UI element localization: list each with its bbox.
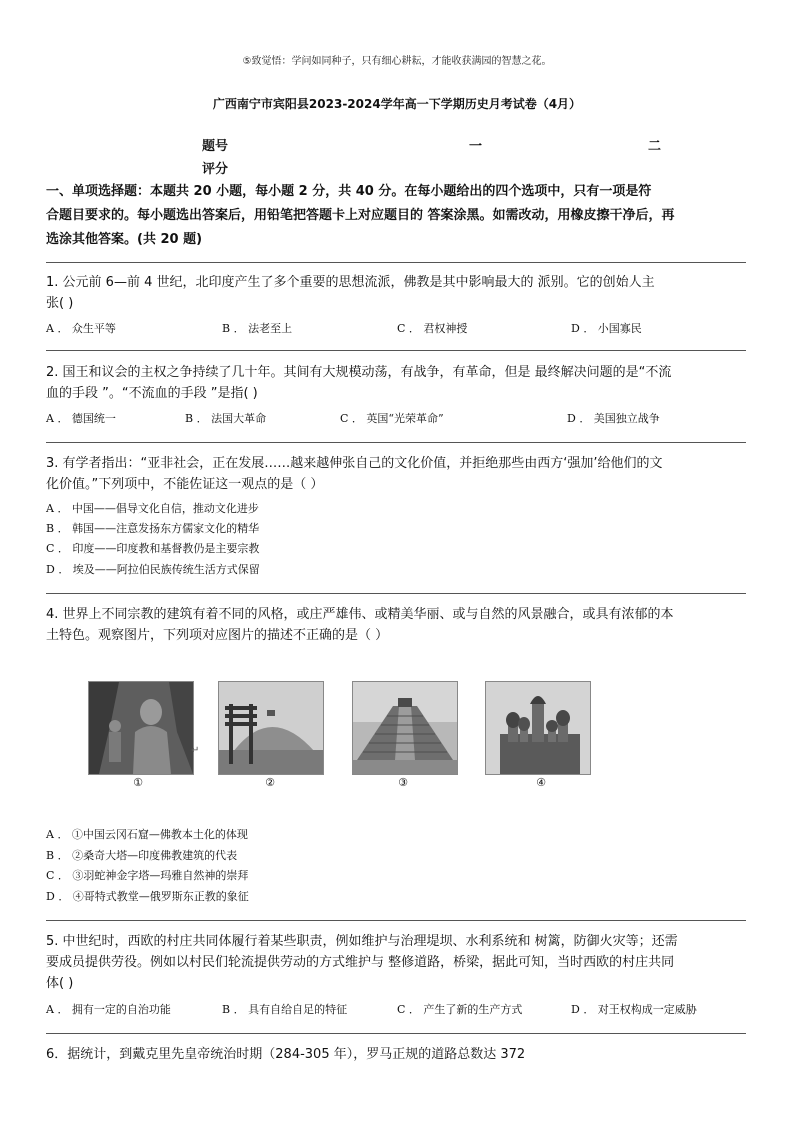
- question-text-line: 4. 世界上不同宗教的建筑有着不同的风格，或庄严雄伟、或精美华丽、或与自然的风景融合，或具有浓郁的本: [46, 607, 674, 622]
- score-table-score-label: 评分: [202, 162, 229, 177]
- section-line: 一、单项选择题：本题共 20 小题，每小题 2 分，共 40 分。在每小题给出的四个选项中，只有一项是符: [46, 184, 652, 199]
- option-d[interactable]: D ． 对王权构成一定威胁: [571, 1003, 697, 1016]
- divider: [46, 262, 746, 263]
- question-text-line: 2. 国王和议会的主权之争持续了几十年。其间有大规模动荡，有战争，有革命，但是 最终解决问题的是“不流: [46, 365, 672, 380]
- option-c[interactable]: C ． 英国“光荣革命”: [340, 412, 444, 425]
- option-a[interactable]: A ． 众生平等: [46, 322, 116, 335]
- section-line: 选涂其他答案。(共 20 题): [46, 232, 203, 247]
- question-text-line: 3. 有学者指出：“亚非社会，正在发展……越来越伸张自己的文化价值，并拒绝那些由西方‘强加’给他们的文: [46, 456, 663, 471]
- question-6: [46, 1044, 748, 1065]
- divider: [46, 442, 746, 443]
- divider: [46, 920, 746, 921]
- score-table-col-1: 一: [469, 139, 483, 154]
- onion-dome-church-image: [485, 681, 591, 775]
- section-instructions: [46, 180, 756, 252]
- question-1: [46, 272, 748, 314]
- image-caption-3: ③: [398, 776, 408, 789]
- option-c[interactable]: C ． 君权神授: [397, 322, 468, 335]
- option-b[interactable]: B ． 法国大革命: [185, 412, 267, 425]
- question-text-line: 1. 公元前 6—前 4 世纪，北印度产生了多个重要的思想流派，佛教是其中影响最大的 派别。它的创始人主: [46, 275, 655, 290]
- divider: [46, 593, 746, 594]
- option-d[interactable]: D ． 小国寡民: [571, 322, 642, 335]
- return-mark: ↵: [191, 745, 200, 756]
- option-b[interactable]: B ． 具有自给自足的特征: [222, 1003, 348, 1016]
- question-text-line: 体( ): [46, 976, 74, 991]
- question-text-line: 张( ): [46, 296, 74, 311]
- option-c[interactable]: C ． 印度——印度教和基督教仍是主要宗教: [46, 542, 260, 555]
- question-text-line: 6．据统计，到戴克里先皇帝统治时期（284-305 年），罗马正规的道路总数达 372: [46, 1047, 526, 1062]
- question-3: [46, 453, 748, 495]
- question-4: [46, 604, 748, 646]
- score-table-col-2: 二: [648, 139, 662, 154]
- option-b[interactable]: B ． 法老至上: [222, 322, 293, 335]
- image-caption-1: ①: [133, 776, 143, 789]
- option-d[interactable]: D ． 埃及——阿拉伯民族传统生活方式保留: [46, 563, 260, 576]
- option-d[interactable]: D ． 美国独立战争: [567, 412, 660, 425]
- question-text-line: 化价值。”下列项中，不能佐证这一观点的是（ ）: [46, 477, 324, 492]
- motto-line: ⑤致觉悟：学问如同种子，只有细心耕耘，才能收获满园的智慧之花。: [242, 56, 552, 67]
- divider: [46, 350, 746, 351]
- option-a[interactable]: A ． ①中国云冈石窟—佛教本土化的体现: [46, 828, 248, 841]
- question-text-line: 要成员提供劳役。例如以村民们轮流提供劳动的方式维护与 整修道路，桥梁，据此可知，当时西欧的村庄共同: [46, 955, 675, 970]
- question-text-line: 5. 中世纪时，西欧的村庄共同体履行着某些职责，例如维护与治理堤坝、水利系统和 树篱，防御火灾等；还需: [46, 934, 678, 949]
- option-b[interactable]: B ． 韩国——注意发扬东方儒家文化的精华: [46, 522, 260, 535]
- option-a[interactable]: A ． 拥有一定的自治功能: [46, 1003, 171, 1016]
- option-c[interactable]: C ． ③羽蛇神金字塔—玛雅自然神的崇拜: [46, 869, 249, 882]
- option-b[interactable]: B ． ②桑奇大塔—印度佛教建筑的代表: [46, 849, 238, 862]
- question-5: [46, 931, 748, 994]
- exam-title: 广西南宁市宾阳县2023-2024学年高一下学期历史月考试卷（4月）: [212, 97, 582, 111]
- question-text-line: 血的手段 ”。“不流血的手段 ”是指( ): [46, 386, 258, 401]
- option-a[interactable]: A ． 中国——倡导文化自信，推动文化进步: [46, 502, 259, 515]
- section-line: 合题目要求的。每小题选出答案后，用铅笔把答题卡上对应题目的 答案涂黑。如需改动，用橡皮擦干净后，再: [46, 208, 675, 223]
- score-table-question-label: 题号: [202, 139, 229, 154]
- yungang-grottoes-image: [88, 681, 194, 775]
- image-caption-4: ④: [536, 776, 546, 789]
- question-2: [46, 362, 748, 404]
- option-c[interactable]: C ． 产生了新的生产方式: [397, 1003, 523, 1016]
- kukulcan-pyramid-image: [352, 681, 458, 775]
- sanchi-stupa-image: [218, 681, 324, 775]
- question-text-line: 土特色。观察图片，下列项对应图片的描述不正确的是（ ）: [46, 628, 389, 643]
- divider: [46, 1033, 746, 1034]
- image-caption-2: ②: [265, 776, 275, 789]
- option-d[interactable]: D ． ④哥特式教堂—俄罗斯东正教的象征: [46, 890, 249, 903]
- option-a[interactable]: A ． 德国统一: [46, 412, 116, 425]
